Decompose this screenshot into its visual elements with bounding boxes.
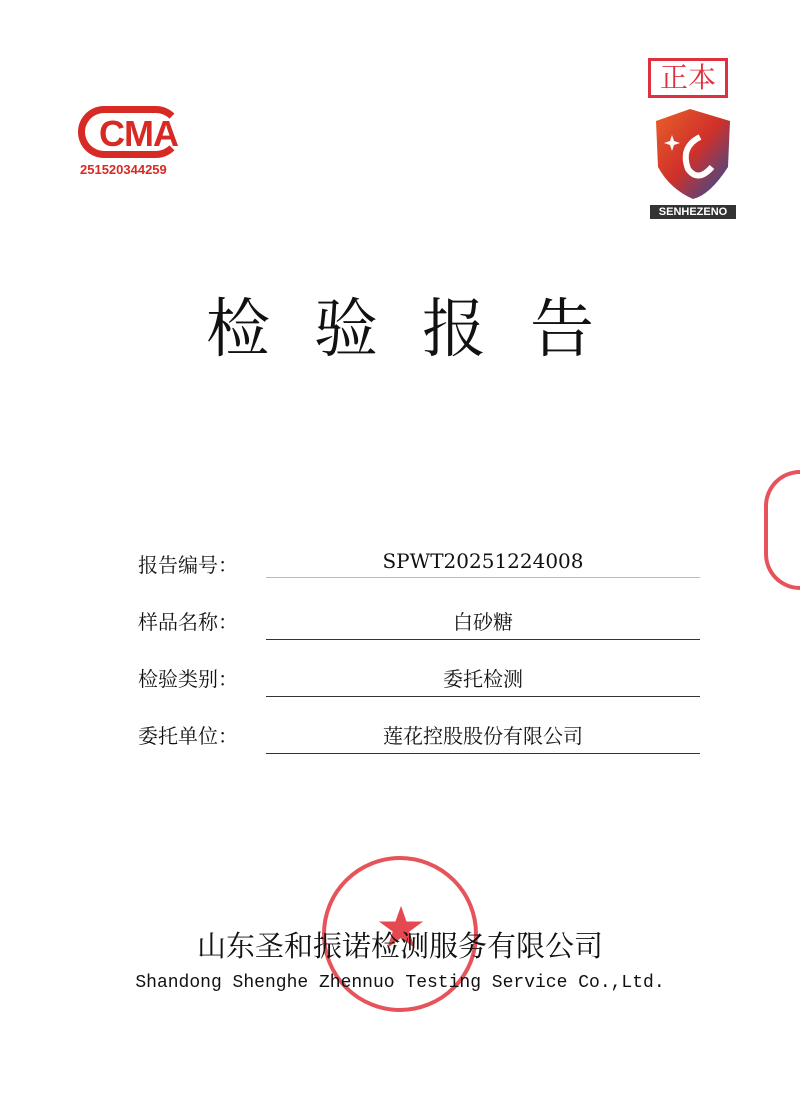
field-value: 白砂糖 <box>266 606 700 640</box>
field-value: 委托检测 <box>266 663 700 697</box>
field-label: 样品名称： <box>138 610 238 634</box>
field-label: 委托单位： <box>138 724 238 748</box>
company-name-cn: 山东圣和振诺检测服务有限公司 <box>196 929 603 963</box>
brand-name: SENHEZENO <box>650 205 736 219</box>
field-client <box>138 716 700 746</box>
cma-letters: CMA <box>99 113 178 154</box>
shield-icon <box>650 107 736 199</box>
company-logo <box>650 107 736 219</box>
field-report-number <box>138 545 700 575</box>
company-name-en: Shandong Shenghe Zhennuo Testing Service Co.,Ltd. <box>135 973 665 993</box>
page-title: 检验报告 <box>206 293 638 367</box>
field-value: SPWT20251224008 <box>266 549 700 578</box>
field-sample-name <box>138 602 700 632</box>
field-value: 莲花控股股份有限公司 <box>266 720 700 754</box>
cma-number: 251520344259 <box>80 162 167 177</box>
cma-logo <box>78 106 188 177</box>
field-inspection-type <box>138 659 700 689</box>
field-label: 报告编号： <box>138 553 238 577</box>
field-label: 检验类别： <box>138 667 238 691</box>
partial-seal <box>764 470 800 590</box>
original-copy-stamp: 正本 <box>648 58 728 98</box>
